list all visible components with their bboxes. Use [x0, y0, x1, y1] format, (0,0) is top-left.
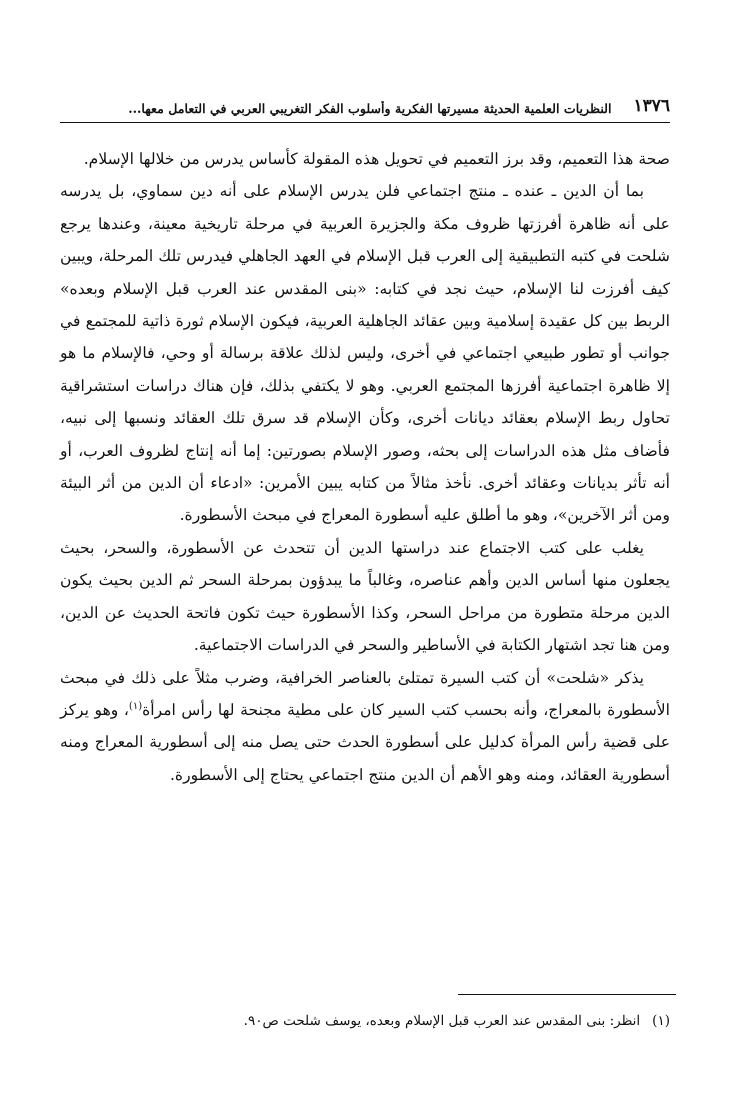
footnote-reference[interactable]: (١) [128, 700, 143, 712]
footnote [60, 1010, 670, 1032]
page-number: ١٣٧٦ [633, 96, 670, 116]
paragraph-4-part-1: يذكر «شلحت» أن كتب السيرة تمتلئ بالعناصر الخرافية، وضرب مثلاً على ذلك في مبحث الأسطورة بالمعراج، وأنه بحسب كتب السير كان على مطية مجنحة لها رأس امرأة [60, 668, 671, 719]
paragraph-2: بما أن الدين ـ عنده ـ منتج اجتماعي فلن يدرس الإسلام على أنه دين سماوي، بل يدرسه على أنه ظاهرة أفرزتها ظروف مكة والجزيرة العربية في مرحلة تاريخية معينة، وعندها يرجع شلحت في كتبه التطبيقية إلى العرب قبل الإسلام في العهد الجاهلي فيدرس تلك المرحلة، ويبين كيف أفرزت لنا الإسلام، حيث نجد في كتابه: «بنى المقدس عند العرب قبل الإسلام وبعده» الربط بين كل عقيدة إسلامية وبين عقائد الجاهلية العربية، فيكون الإسلام ثورة ذاتية للمجتمع في جوانب أو تطور طبيعي اجتماعي في أخرى، وليس لذلك علاقة برسالة أو وحي، فالإسلام ما هو إلا ظاهرة اجتماعية أفرزها المجتمع العربي. وهو لا يكتفي بذلك، فإن هناك دراسات استشراقية تحاول ربط الإسلام بعقائد ديانات أخرى، وكأن الإسلام قد سرق تلك العقائد ونسبها إلى نبيه، فأضاف مثل هذه الدراسات إلى بحثه، وصور الإسلام بصورتين: إما أنه إنتاج لظروف العرب، أو أنه تأثر بديانات وعقائد أخرى. نأخذ مثالاً من كتابه يبين الأمرين: «ادعاء أن الدين من أثر البيئة ومن أثر الآخرين»، وهو ما أطلق عليه أسطورة المعراج في مبحث الأسطورة. [60, 182, 670, 525]
paragraph-3: يغلب على كتب الاجتماع عند دراستها الدين أن تتحدث عن الأسطورة، والسحر، بحيث يجعلون منها أساس الدين وأهم عناصره، وغالباً ما يبدؤون بمرحلة السحر ثم الدين بحيث يكون الدين مرحلة متطورة من مراحل السحر، وكذا الأسطورة حيث تكون فاتحة الحديث عن الدين، ومن هنا تجد اشتهار الكتابة في الأساطير والسحر في الدراسات الاجتماعية. [60, 538, 670, 655]
footnote-text: انظر: بنى المقدس عند العرب قبل الإسلام وبعده، يوسف شلحت ص٩٠. [243, 1013, 641, 1029]
header-rule [60, 122, 670, 123]
paragraph-4-part-2: ، وهو يركز على قضية رأس المرأة كدليل على أسطورة الحدث حتى يصل منه إلى أسطورية المعراج ومنه أسطورية العقائد، ومنه وهو الأهم أن الدين منتج اجتماعي يحتاج إلى الأسطورة. [60, 700, 670, 784]
footnote-rule [458, 994, 676, 995]
paragraph-4 [60, 662, 670, 792]
footnote-marker: (١) [652, 1013, 670, 1029]
running-title: النظريات العلمية الحديثة مسيرتها الفكرية وأسلوب الفكر التغريبي العربي في التعامل معها... [128, 101, 612, 116]
page-header [60, 88, 670, 116]
body-text [60, 143, 670, 791]
paragraph-1: صحة هذا التعميم، وقد برز التعميم في تحويل هذه المقولة كأساس يدرس من خلالها الإسلام. [83, 150, 670, 168]
